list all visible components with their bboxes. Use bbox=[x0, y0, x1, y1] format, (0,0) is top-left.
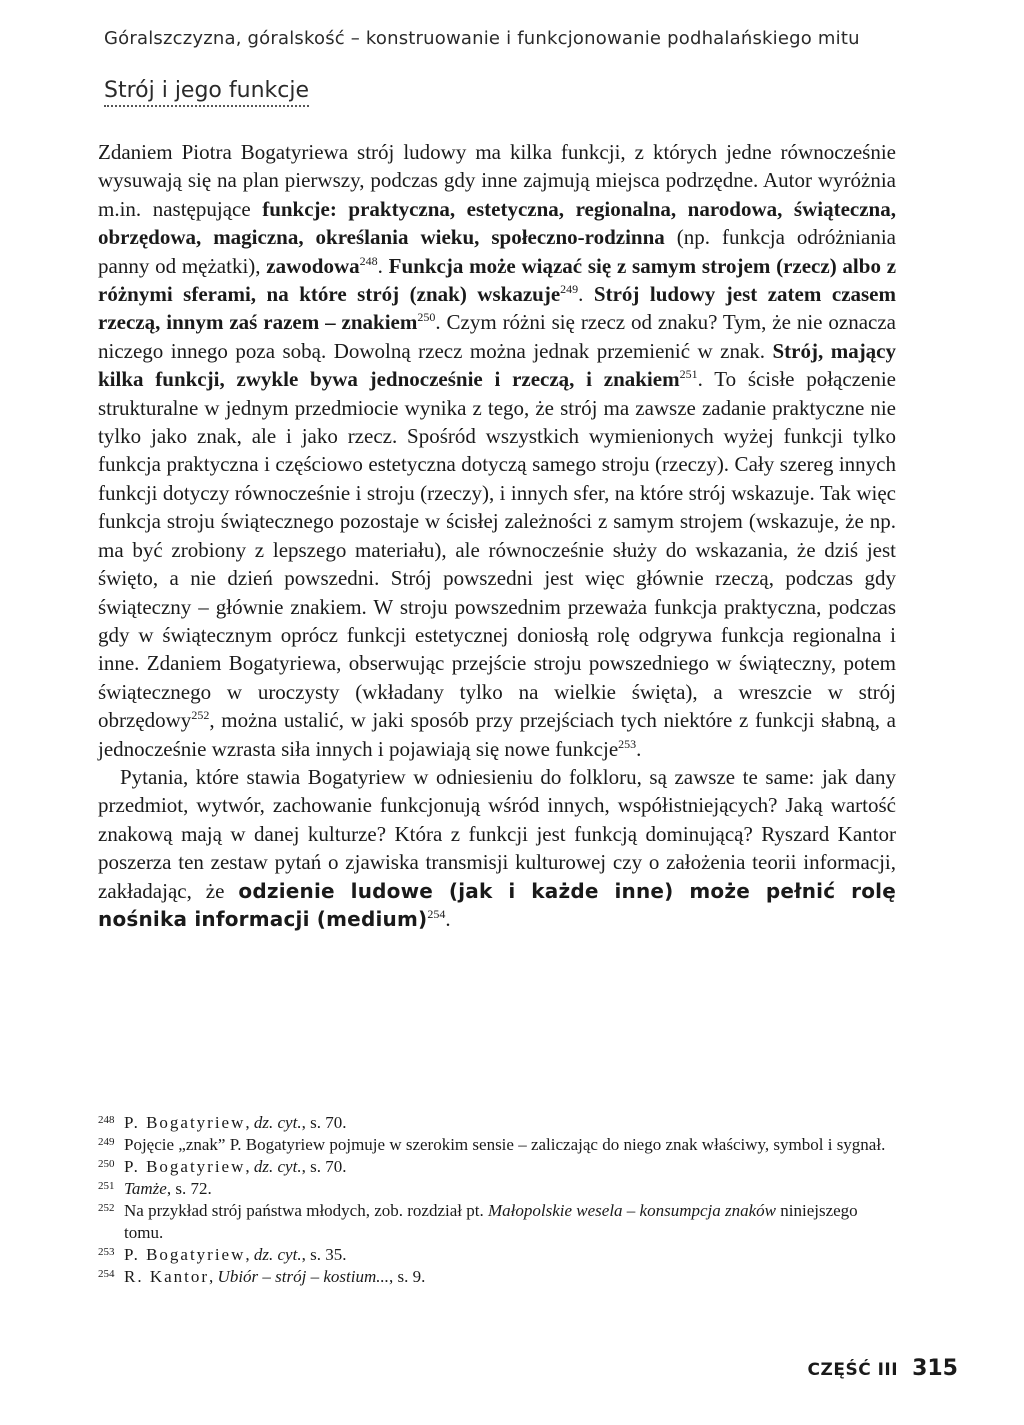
footnote-sep: , bbox=[245, 1113, 254, 1132]
page-folio bbox=[808, 1356, 958, 1381]
footnote-rest: Pojęcie „znak” P. Bogatyriew pojmuje w szerokim sensie – zaliczając do niego znak właściwy, symbol i sygnał. bbox=[124, 1135, 886, 1154]
running-head: Góralszczyzna, góralskość – konstruowanie i funkcjonowanie podhalańskiego mitu bbox=[104, 28, 860, 49]
footnote-number: 251 bbox=[98, 1180, 115, 1192]
footnote-text bbox=[124, 1134, 896, 1156]
footnote-number: 248 bbox=[98, 1114, 115, 1126]
text-run: . bbox=[377, 253, 389, 278]
footnotes bbox=[98, 1112, 896, 1288]
footnote-ref-248[interactable]: 248 bbox=[359, 253, 378, 268]
footnote-number: 252 bbox=[98, 1202, 115, 1214]
footnote-italic: Ubiór – strój – kostium... bbox=[217, 1267, 389, 1286]
text-run: , można ustalić, w jaki sposób przy przejściach tych niektóre z funkcji słabną, a jednocześnie wzrasta siła innych i pojawiają się nowe funkcje bbox=[98, 708, 896, 761]
footnote-italic: dz. cyt. bbox=[253, 1245, 302, 1264]
footnote-sep: , bbox=[245, 1245, 254, 1264]
footnote-author: P. Bogatyriew bbox=[124, 1113, 246, 1132]
part-label: CZĘŚĆ III bbox=[807, 1360, 899, 1380]
footnote-sep: , bbox=[209, 1267, 218, 1286]
footnote-rest: , s. 70. bbox=[301, 1113, 347, 1132]
paragraph-1 bbox=[98, 138, 896, 763]
footnote-251 bbox=[98, 1178, 896, 1200]
footnote-number: 253 bbox=[98, 1246, 115, 1258]
footnote-rest: niniejszego tomu. bbox=[124, 1201, 858, 1242]
footnote-author: P. Bogatyriew bbox=[124, 1245, 246, 1264]
paragraph-2 bbox=[98, 763, 896, 933]
emphasis-run: odzienie ludowe (jak i każde inne) może pełnić rolę nośnika informacji (medium) bbox=[98, 878, 896, 931]
emphasis-run: funkcje: praktyczna, estetyczna, regionalna, narodowa, świąteczna, obrzędowa, magiczna, określania wieku, społeczno-rodzinna bbox=[98, 196, 896, 250]
section-title: Strój i jego funkcje bbox=[104, 78, 309, 107]
footnote-italic: dz. cyt. bbox=[253, 1113, 302, 1132]
footnote-italic: Małopolskie wesela – konsumpcja znaków bbox=[487, 1201, 776, 1220]
footnote-author: R. Kantor bbox=[124, 1267, 210, 1286]
footnote-number: 250 bbox=[98, 1158, 115, 1170]
emphasis-run: Strój, mający kilka funkcji, zwykle bywa jednocześnie i rzeczą, i znakiem bbox=[98, 338, 897, 392]
footnote-ref-250[interactable]: 250 bbox=[417, 310, 436, 325]
footnote-253 bbox=[98, 1244, 896, 1266]
main-text bbox=[98, 138, 896, 933]
footnote-text bbox=[124, 1156, 896, 1178]
text-run: . bbox=[578, 282, 594, 307]
footnote-ref-253[interactable]: 253 bbox=[618, 736, 637, 751]
footnote-text bbox=[124, 1244, 896, 1266]
emphasis-run: zawodowa bbox=[266, 253, 360, 278]
footnote-rest: , s. 70. bbox=[301, 1157, 347, 1176]
text-run: . To ścisłe połączenie strukturalne w jednym przedmiocie wynika z tego, że strój ma zawsze zadanie praktyczne nie tylko jako znak, ale i jako rzecz. Spośród wszystkich wymienionych wyżej funkcji tylko funkcja praktyczna i częściowo estetyczna dotyczą samego stroju (rzeczy). Cały szereg innych funkcji dotyczy równocześnie i stroju (rzeczy), i innych sfer, na które strój wskazuje. Tak więc funkcja stroju świątecznego pozostaje w ścisłej zależności z samym strojem (wskazuje, że np. ma być zrobiony z lepszego materiału), ale równocześnie służy do wskazania, że dziś jest święto, a nie dzień powszedni. Strój powszedni jest więc głównie rzeczą, podczas gdy świąteczny – głównie znakiem. W stroju powszednim przeważa funkcja praktyczna, podczas gdy w świątecznym oprócz funkcji estetycznej doniosłą rolę odgrywa funkcja regionalna i inne. Zdaniem Bogatyriewa, obserwując przejście stroju powszedniego w świąteczny, potem świątecznego w uroczysty (wkładany tylko na wielkie święta), a wreszcie w strój obrzędowy bbox=[98, 367, 896, 733]
footnote-ref-249[interactable]: 249 bbox=[560, 282, 579, 297]
footnote-rest: , s. 9. bbox=[388, 1267, 426, 1286]
text-run: . Czym różni się rzecz od znaku? Tym, że nie oznacza niczego innego poza sobą. Dowolną rzecz można jednak przemienić w znak. bbox=[98, 310, 896, 363]
footnote-author: P. Bogatyriew bbox=[124, 1157, 246, 1176]
footnote-text bbox=[124, 1200, 896, 1244]
text-run: Zdaniem Piotra Bogatyriewa strój ludowy ma kilka funkcji, z których jedne równocześnie wysuwają się na plan pierwszy, podczas gdy inne zajmują miejsca podrzędne. Autor wyróżnia m.in. następujące bbox=[98, 140, 896, 221]
footnote-254 bbox=[98, 1266, 896, 1288]
footnote-248 bbox=[98, 1112, 896, 1134]
footnote-text bbox=[124, 1266, 896, 1288]
footnote-rest: Na przykład strój państwa młodych, zob. rozdział pt. bbox=[124, 1201, 488, 1220]
footnote-250 bbox=[98, 1156, 896, 1178]
footnote-ref-251[interactable]: 251 bbox=[679, 367, 698, 382]
page-number: 315 bbox=[912, 1356, 958, 1381]
footnote-sep: , bbox=[245, 1157, 254, 1176]
emphasis-run: Funkcja może wiązać się z samym strojem (rzecz) albo z różnymi sferami, na które strój (znak) wskazuje bbox=[98, 253, 897, 307]
text-run: . bbox=[445, 906, 451, 931]
footnote-italic: dz. cyt. bbox=[253, 1157, 302, 1176]
footnote-252 bbox=[98, 1200, 896, 1244]
footnote-number: 249 bbox=[98, 1136, 115, 1148]
emphasis-run: Strój ludowy jest zatem czasem rzeczą, innym zaś razem – znakiem bbox=[98, 282, 896, 335]
text-run: . bbox=[636, 736, 642, 761]
footnote-ref-252[interactable]: 252 bbox=[191, 708, 210, 723]
footnote-number: 254 bbox=[98, 1268, 115, 1280]
footnote-ref-254[interactable]: 254 bbox=[427, 906, 446, 921]
footnote-249 bbox=[98, 1134, 896, 1156]
book-page bbox=[98, 0, 896, 1425]
footnote-italic: Tamże bbox=[124, 1179, 167, 1198]
text-run: (np. funkcja odróżniania panny od mężatki), bbox=[98, 225, 896, 278]
footnote-rest: , s. 72. bbox=[166, 1179, 212, 1198]
footnote-text bbox=[124, 1112, 896, 1134]
footnote-rest: , s. 35. bbox=[301, 1245, 347, 1264]
footnote-text bbox=[124, 1178, 896, 1200]
text-run: Pytania, które stawia Bogatyriew w odniesieniu do folkloru, są zawsze te same: jak dany przedmiot, wytwór, zachowanie funkcjonują wśród innych, współistniejących? Jaką wartość znakową mają w danej kulturze? Która z funkcji jest funkcją dominującą? Ryszard Kantor poszerza ten zestaw pytań o zjawiska transmisji kulturowej czy o założenia teorii informacji, zakładając, że bbox=[98, 764, 896, 903]
